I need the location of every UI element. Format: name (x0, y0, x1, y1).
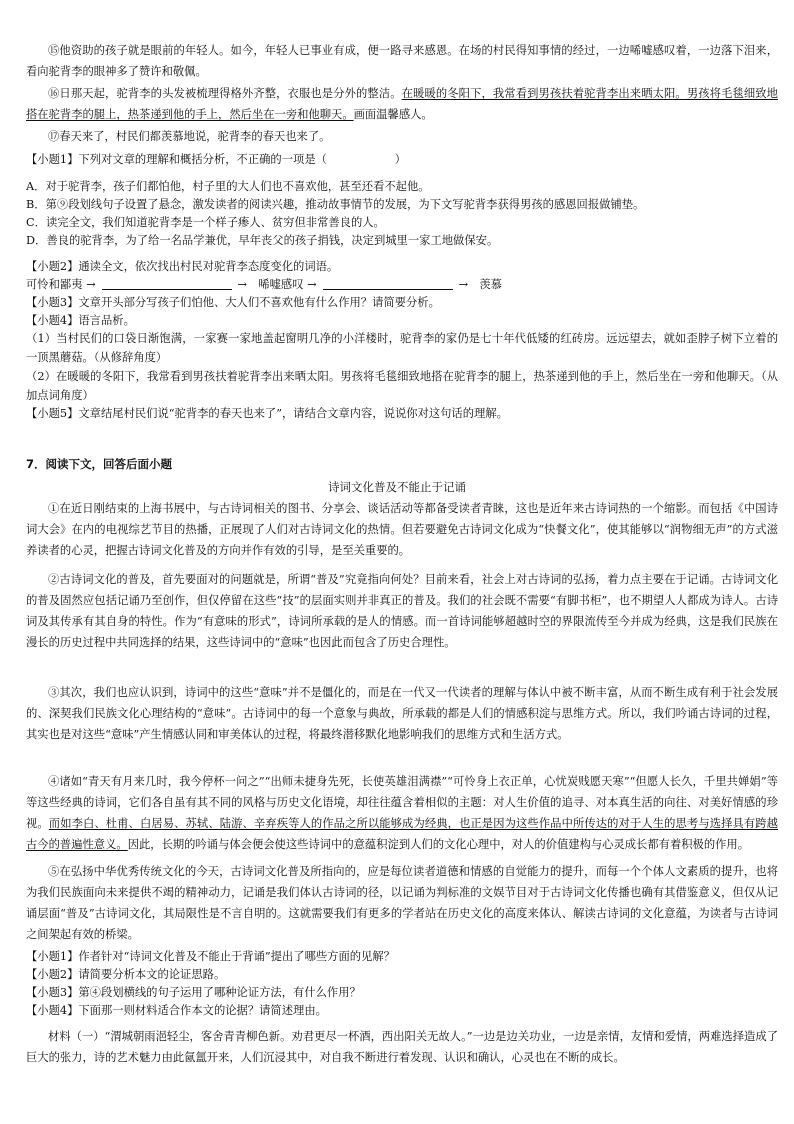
option-a: A．对于驼背李，孩子们都怕他，村子里的大人们也不喜欢他，甚至还看不起他。 (26, 180, 430, 193)
article-title: 诗词文化普及不能止于记诵 (328, 480, 466, 494)
story-question-3: 【小题3】文章开头部分写孩子们怕他、大人们不喜欢他有什么作用？请简要分析。 (26, 296, 440, 309)
story-paragraph-15: ⑮他资助的孩子就是眼前的年轻人。如今，年轻人已事业有成，便一路寻来感恩。在场的村民得知事情的经过，一边唏嘘感叹着，一边落下泪来，看向驼背李的眼神多了赞许和敬佩。 (26, 44, 778, 78)
material-1: 材料（一）“渭城朝雨浥轻尘，客舍青青柳色新。劝君更尽一杯酒，西出阳关无故人。”一边是边关功业，一边是亲情，友情和爱情，两难选择造成了巨大的张力，诗的艺术魅力由此氤氲开来，人们沉浸其中，对自我不断进行着发现、认识和确认，心灵也在不断的成长。 (26, 1030, 778, 1064)
story-paragraph-17: ⑰春天来了，村民们都羡慕地说，驼背李的春天也来了。 (48, 130, 331, 143)
story-question-1: 【小题1】下列对文章的理解和概括分析，不正确的一项是（ ） (26, 153, 406, 166)
article-paragraph-4 (26, 771, 778, 855)
story-question-2: 【小题2】通读全文，依次找出村民对驼背李态度变化的词语。 (26, 260, 339, 273)
article-paragraph-1: ①在近日刚结束的上海书展中，与古诗词相关的图书、分享会、谈话活动等都备受读者青睐，这也是近年来古诗词热的一个缩影。而包括《中国诗词大会》在内的电视综艺节目的热播，正展现了人们对古诗词文化的热情。但若要避免古诗词文化成为“快餐文化”，使其能够以“润物细无声”的方式滋养读者的心灵，把握古诗词文化普及的方向并作有效的引导，是至关重要的。 (26, 502, 778, 557)
option-d: D．善良的驼背李，为了给一名品学兼优，早年丧父的孩子捐钱，决定到城里一家工地做保安。 (26, 234, 499, 247)
attitude-chain (26, 275, 778, 294)
article-question-1: 【小题1】作者针对“诗词文化普及不能止于背诵”提出了哪些方面的见解？ (26, 950, 395, 963)
story-question-4-part-2: （2）在暖暖的冬阳下，我常看到男孩扶着驼背李出来晒太阳。男孩将毛毯细致地搭在驼背李的腿上，热茶递到他的手上，然后坐在一旁和他聊天。（从加点词角度） (26, 370, 778, 402)
option-c: C．读完全文，我们知道驼背李是一个样子瘆人、贫穷但非常善良的人。 (26, 216, 385, 229)
story-question-5: 【小题5】文章结尾村民们说“驼背李的春天也来了”，请结合文章内容，说说你对这句话的理解。 (26, 407, 508, 420)
section-7-heading: 7．阅读下文，回答后面小题 (26, 457, 173, 471)
attitude-chain-start: 可怜和鄙夷 → (26, 278, 96, 291)
article-question-3: 【小题3】第④段划横线的句子运用了哪种论证方法，有什么作用？ (26, 986, 361, 999)
story-question-4-part-1: （1）当村民们的口袋日渐饱满，一家赛一家地盖起窗明几净的小洋楼时，驼背李的家仍是七十年代低矮的红砖房。远远望去，就如歪脖子树下立着的一顶黑蘑菇。（从修辞角度） (26, 332, 778, 364)
article-paragraph-4-lead: ④诸如“青天有月来几时，我今停杯一问之”“出师未捷身先死，长使英雄泪满襟”“可怜身上衣正单，心忧炭贱愿天寒”“但愿人长久，千里共婵娟”等等这些经典的诗词，它们各自虽有其不同的风格与历史文化语境，却往往蕴含着相似的主题：对人生价值的追寻、对本真生活的向往、对美好情感的珍视。 (26, 775, 778, 830)
answer-blank-1[interactable] (102, 277, 232, 290)
story-question-4: 【小题4】语言品析。 (26, 314, 135, 327)
article-paragraph-2: ②古诗词文化的普及，首先要面对的问题就是，所谓“普及”究竟指向何处？目前来看，社会上对古诗词的弘扬，着力点主要在于记诵。古诗词文化的普及固然应包括记诵乃至创作，但仅停留在这些“技”的层面实则并非真正的普及。我们的社会既不需要“有脚书柜”，也不期望人人都成为诗人。古诗词及其传承有其自身的特性。作为“有意味的形式”，诗词所承载的是人的情感。而一首诗词能够超越时空的界限流传至今并成为经典，这是我们民族在漫长的历史过程中共同选择的结果，这些诗词中的“意味”也因此而包含了历史合理性。 (26, 573, 778, 649)
answer-blank-2[interactable] (323, 277, 453, 290)
attitude-chain-middle: → 唏嘘感叹 → (237, 278, 317, 291)
article-paragraph-4-underlined: 而如李白、杜甫、白居易、苏轼、陆游、辛弃疾等人的作品之所以能够成为经典，也正是因为这些作品中所传达的对于人生的思考与选择具有跨越古今的普遍性意义。 (26, 817, 778, 851)
article-paragraph-3: ③其次，我们也应认识到，诗词中的这些“意味”并不是僵化的，而是在一代又一代读者的理解与体认中被不断丰富，从而不断生成有利于社会发展的、深契我们民族文化心理结构的“意味”。古诗词中的每一个意象与典故，所承载的都是人们的情感积淀与思维方式。所以，我们吟诵古诗词的过程，其实也是对这些“意味”产生情感认同和审美体认的过程，将最终潜移默化地影响我们的思维方式和生活方式。 (26, 686, 778, 741)
story-paragraph-16-tail: 画面温馨感人。 (353, 108, 433, 121)
article-paragraph-4-tail: 因此，长期的吟诵与体会便会使这些诗词中的意蕴积淀到人们的文化心理中，对人的价值建构与心灵成长都有着积极的作用。 (127, 838, 750, 851)
option-b: B．第⑨段划线句子设置了悬念，激发读者的阅读兴趣，推动故事情节的发展，为下文写驼背李获得男孩的感恩回报做铺垫。 (26, 198, 645, 211)
article-question-4: 【小题4】下面那一则材料适合作本文的论据？请简述理由。 (26, 1004, 327, 1017)
story-paragraph-16-underlined: 在暖暖的冬阳下，我常看到男孩扶着驼背李出来晒太阳。男孩将毛毯细致地搭在驼背李的腿上，热茶递到他的手上，然后坐在一旁和他聊天。 (26, 87, 778, 121)
story-paragraph-16 (26, 83, 778, 125)
article-paragraph-5: ⑤在弘扬中华优秀传统文化的今天，古诗词文化普及所指向的，应是每位读者道德和情感的自觉能力的提升，而每一个个体人文素质的提升，也将为我们民族面向未来提供不竭的精神动力，记诵是我们体认古诗词的径，以记诵为判标准的文娱节目对于古诗词文化传播也确有其借鉴意义，但仅从记诵层面“普及”古诗词文化，其局限性是不言自明的。这就需要我们有更多的学者站在历史文化的高度来体认、解读古诗词的文化意蕴，为读者与古诗词之间架起有效的桥梁。 (26, 865, 778, 941)
story-paragraph-16-lead: ⑯日那天起，驼背李的头发被梳理得格外齐整，衣服也是分外的整洁。 (48, 87, 402, 100)
attitude-chain-end: → 羡慕 (458, 278, 502, 291)
article-question-2: 【小题2】请简要分析本文的论证思路。 (26, 968, 226, 981)
